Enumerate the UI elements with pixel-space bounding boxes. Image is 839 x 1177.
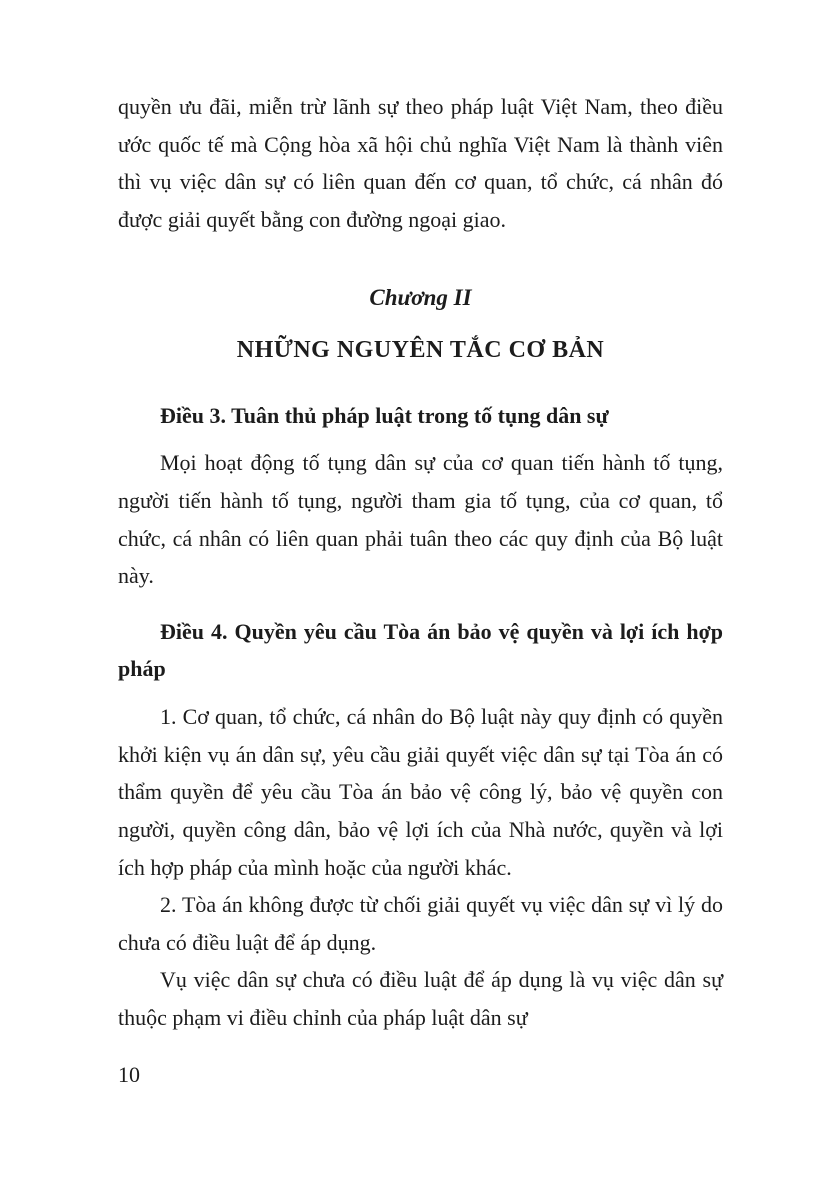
- chapter-label: Chương II: [369, 285, 472, 311]
- page-content: [118, 88, 723, 1037]
- continuation-paragraph: quyền ưu đãi, miễn trừ lãnh sự theo pháp luật Việt Nam, theo điều ước quốc tế mà Cộng hòa xã hội chủ nghĩa Việt Nam là thành viên thì vụ việc dân sự có liên quan đến cơ quan, tổ chức, cá nhân đó được giải quyết bằng con đường ngoại giao.: [118, 94, 723, 232]
- article-3-heading: Điều 3. Tuân thủ pháp luật trong tố tụng dân sự: [160, 402, 609, 428]
- article-4-paragraph-3: Vụ việc dân sự chưa có điều luật để áp dụng là vụ việc dân sự thuộc phạm vi điều chỉnh của pháp luật dân sự: [118, 967, 723, 1030]
- article-3-body: Mọi hoạt động tố tụng dân sự của cơ quan tiến hành tố tụng, người tiến hành tố tụng, người tham gia tố tụng, của cơ quan, tổ chức, cá nhân có liên quan phải tuân theo các quy định của Bộ luật này.: [118, 450, 723, 589]
- page-number: 10: [118, 1062, 140, 1087]
- article-4-heading: Điều 4. Quyền yêu cầu Tòa án bảo vệ quyền và lợi ích hợp pháp: [118, 618, 723, 682]
- article-4-paragraph-1: 1. Cơ quan, tổ chức, cá nhân do Bộ luật này quy định có quyền khởi kiện vụ án dân sự, yêu cầu giải quyết việc dân sự tại Tòa án có thẩm quyền để yêu cầu Tòa án bảo vệ công lý, bảo vệ quyền con người, quyền công dân, bảo vệ lợi ích của Nhà nước, quyền và lợi ích hợp pháp của mình hoặc của người khác.: [118, 704, 723, 880]
- chapter-title: NHỮNG NGUYÊN TẮC CƠ BẢN: [236, 336, 605, 363]
- article-4-paragraph-2: 2. Tòa án không được từ chối giải quyết vụ việc dân sự vì lý do chưa có điều luật để áp dụng.: [118, 892, 723, 955]
- chapter-heading-block: [118, 278, 723, 370]
